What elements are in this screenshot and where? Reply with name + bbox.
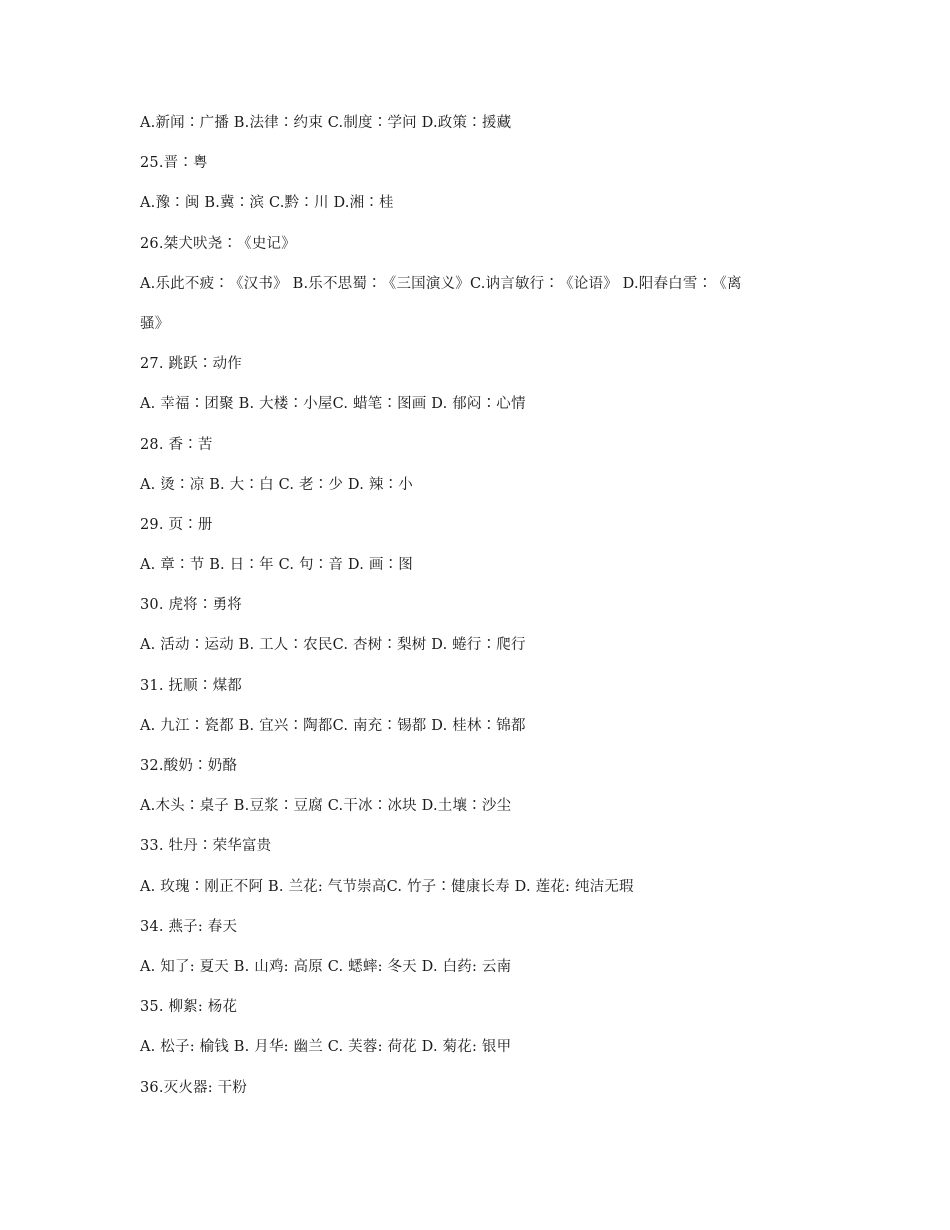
question-line: 27. 跳跃∶动作: [140, 356, 242, 373]
text-line: A.新闻∶广播 B.法律∶约束 C.制度∶学问 D.政策∶援藏: [140, 115, 512, 131]
question-line: 33. 牡丹∶荣华富贵: [140, 838, 272, 855]
question-line: 28. 香∶苦: [140, 436, 213, 453]
question-line: 34. 燕子: 春天: [140, 918, 238, 935]
question-line: 25.晋∶粤: [140, 155, 208, 172]
document-page: [140, 108, 820, 1113]
question-line: 30. 虎将∶勇将: [140, 597, 242, 614]
options-line: A.木头∶桌子 B.豆浆∶豆腐 C.干冰∶冰块 D.土壤∶沙尘: [140, 798, 512, 815]
options-line: A. 知了: 夏天 B. 山鸡: 高原 C. 蟋蟀: 冬天 D. 白药: 云南: [140, 958, 512, 975]
options-line: A. 烫∶凉 B. 大∶白 C. 老∶少 D. 辣∶小: [140, 476, 413, 493]
question-line: 29. 页∶册: [140, 516, 213, 533]
options-line: A. 幸福∶团聚 B. 大楼∶小屋C. 蜡笔∶图画 D. 郁闷∶心情: [140, 396, 526, 413]
question-line: 31. 抚顺∶煤都: [140, 677, 242, 694]
options-line: A. 玫瑰∶刚正不阿 B. 兰花: 气节崇高C. 竹子∶健康长寿 D. 莲花: 纯洁无瑕: [140, 878, 634, 895]
question-line: 32.酸奶∶奶酪: [140, 758, 238, 774]
options-line: A.豫∶闽 B.冀∶滨 C.黔∶川 D.湘∶桂: [140, 195, 394, 212]
question-line: 36.灭火器: 干粉: [140, 1079, 248, 1096]
options-line: A. 章∶节 B. 日∶年 C. 句∶音 D. 画∶图: [140, 557, 413, 574]
options-line: A. 松子: 榆钱 B. 月华: 幽兰 C. 芙蓉: 荷花 D. 菊花: 银甲: [140, 1039, 512, 1056]
options-line: A. 活动∶运动 B. 工人∶农民C. 杏树∶梨树 D. 蜷行∶爬行: [140, 637, 526, 654]
options-line-continued: 骚》: [140, 315, 170, 332]
options-line: A.乐此不疲∶《汉书》 B.乐不思蜀∶《三国演义》C.讷言敏行∶《论语》 D.阳春白雪∶《离: [140, 275, 742, 292]
question-line: 35. 柳絮: 杨花: [140, 999, 238, 1016]
question-line: 26.桀犬吠尧∶《史记》: [140, 235, 296, 252]
options-line: A. 九江∶瓷都 B. 宜兴∶陶都C. 南充∶锡都 D. 桂林∶锦都: [140, 717, 526, 734]
